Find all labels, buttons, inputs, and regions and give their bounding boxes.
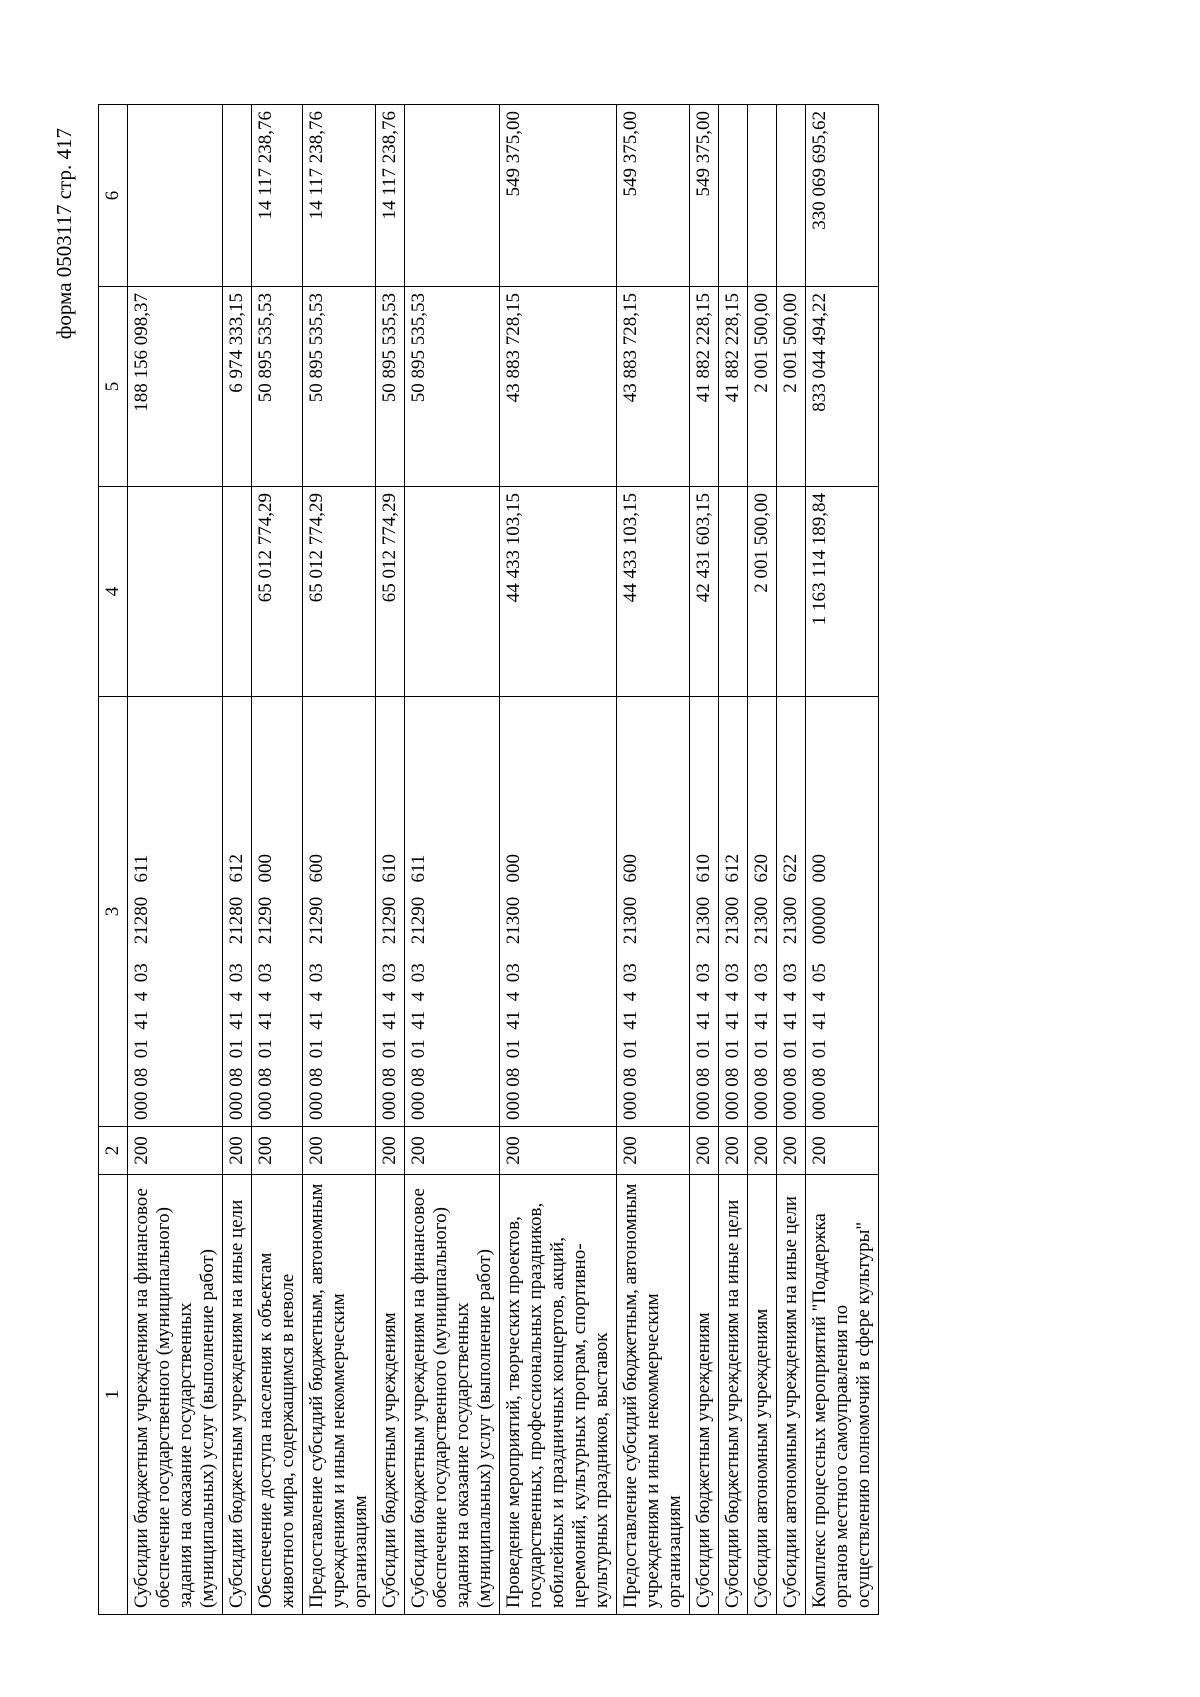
approved-amount	[223, 487, 252, 697]
row-name: Субсидии бюджетным учреждениям на финансовое обеспечение государственного (муниципального) задания на оказание государственных (муниципальных) услуг (выполнение работ)	[128, 1175, 223, 1615]
executed-amount: 41 882 228,15	[719, 287, 748, 487]
approved-amount: 65 012 774,29	[376, 487, 405, 697]
table-row	[690, 105, 719, 1615]
unexecuted-amount: 14 117 238,76	[252, 105, 303, 287]
row-name: Обеспечение доступа населения к объектам животного мира, содержащимся в неволе	[252, 1175, 303, 1615]
approved-amount: 2 001 500,00	[748, 487, 777, 697]
line-code: 200	[719, 1127, 748, 1175]
table-row	[128, 105, 223, 1615]
executed-amount: 6 974 333,15	[223, 287, 252, 487]
line-code: 200	[303, 1127, 376, 1175]
table-row	[806, 105, 879, 1615]
budget-classification-code: 000 08 01 41 4 03 21290 600	[303, 697, 376, 1127]
unexecuted-amount	[719, 105, 748, 287]
line-code: 200	[128, 1127, 223, 1175]
approved-amount: 42 431 603,15	[690, 487, 719, 697]
row-name: Субсидии бюджетным учреждениям на иные цели	[719, 1175, 748, 1615]
table-row	[252, 105, 303, 1615]
budget-classification-code: 000 08 01 41 4 03 21300 622	[777, 697, 806, 1127]
budget-classification-code: 000 08 01 41 4 03 21280 612	[223, 697, 252, 1127]
table-row	[223, 105, 252, 1615]
unexecuted-amount: 14 117 238,76	[303, 105, 376, 287]
budget-classification-code: 000 08 01 41 4 05 00000 000	[806, 697, 879, 1127]
table-row	[500, 105, 617, 1615]
table-row	[617, 105, 690, 1615]
approved-amount: 1 163 114 189,84	[806, 487, 879, 697]
executed-amount: 43 883 728,15	[617, 287, 690, 487]
table-row	[719, 105, 748, 1615]
row-name: Субсидии бюджетным учреждениям на иные цели	[223, 1175, 252, 1615]
approved-amount	[128, 487, 223, 697]
executed-amount: 833 044 494,22	[806, 287, 879, 487]
line-code: 200	[376, 1127, 405, 1175]
budget-classification-code: 000 08 01 41 4 03 21300 612	[719, 697, 748, 1127]
col-header-4: 4	[99, 487, 128, 697]
budget-classification-code: 000 08 01 41 4 03 21300 000	[500, 697, 617, 1127]
unexecuted-amount	[405, 105, 500, 287]
line-code: 200	[690, 1127, 719, 1175]
budget-classification-code: 000 08 01 41 4 03 21300 600	[617, 697, 690, 1127]
executed-amount: 2 001 500,00	[748, 287, 777, 487]
col-header-5: 5	[99, 287, 128, 487]
line-code: 200	[405, 1127, 500, 1175]
approved-amount	[405, 487, 500, 697]
executed-amount: 50 895 535,53	[405, 287, 500, 487]
row-name: Субсидии автономным учреждениям	[748, 1175, 777, 1615]
unexecuted-amount	[748, 105, 777, 287]
line-code: 200	[777, 1127, 806, 1175]
unexecuted-amount	[128, 105, 223, 287]
row-name: Субсидии бюджетным учреждениям	[690, 1175, 719, 1615]
budget-classification-code: 000 08 01 41 4 03 21300 610	[690, 697, 719, 1127]
row-name: Предоставление субсидий бюджетным, автономным учреждениям и иным некоммерческим организациям	[303, 1175, 376, 1615]
approved-amount: 44 433 103,15	[617, 487, 690, 697]
executed-amount: 188 156 098,37	[128, 287, 223, 487]
unexecuted-amount: 330 069 695,62	[806, 105, 879, 287]
approved-amount: 44 433 103,15	[500, 487, 617, 697]
budget-classification-code: 000 08 01 41 4 03 21290 000	[252, 697, 303, 1127]
budget-classification-code: 000 08 01 41 4 03 21280 611	[128, 697, 223, 1127]
header-row	[99, 105, 128, 1615]
unexecuted-amount: 549 375,00	[690, 105, 719, 287]
table-row	[303, 105, 376, 1615]
col-header-3: 3	[99, 697, 128, 1127]
budget-table	[98, 104, 879, 1615]
table-row	[748, 105, 777, 1615]
unexecuted-amount: 549 375,00	[617, 105, 690, 287]
budget-classification-code: 000 08 01 41 4 03 21300 620	[748, 697, 777, 1127]
executed-amount: 50 895 535,53	[252, 287, 303, 487]
executed-amount: 41 882 228,15	[690, 287, 719, 487]
unexecuted-amount	[223, 105, 252, 287]
approved-amount	[777, 487, 806, 697]
line-code: 200	[223, 1127, 252, 1175]
table-row	[376, 105, 405, 1615]
row-name: Субсидии автономным учреждениям на иные цели	[777, 1175, 806, 1615]
line-code: 200	[252, 1127, 303, 1175]
unexecuted-amount: 549 375,00	[500, 105, 617, 287]
row-name: Предоставление субсидий бюджетным, автономным учреждениям и иным некоммерческим организациям	[617, 1175, 690, 1615]
table-row	[777, 105, 806, 1615]
row-name: Субсидии бюджетным учреждениям	[376, 1175, 405, 1615]
executed-amount: 2 001 500,00	[777, 287, 806, 487]
approved-amount	[719, 487, 748, 697]
executed-amount: 50 895 535,53	[303, 287, 376, 487]
line-code: 200	[617, 1127, 690, 1175]
approved-amount: 65 012 774,29	[252, 487, 303, 697]
line-code: 200	[806, 1127, 879, 1175]
table-row	[405, 105, 500, 1615]
approved-amount: 65 012 774,29	[303, 487, 376, 697]
executed-amount: 50 895 535,53	[376, 287, 405, 487]
executed-amount: 43 883 728,15	[500, 287, 617, 487]
row-name: Субсидии бюджетным учреждениям на финансовое обеспечение государственного (муниципального) задания на оказание государственных (муниципальных) услуг (выполнение работ)	[405, 1175, 500, 1615]
budget-classification-code: 000 08 01 41 4 03 21290 611	[405, 697, 500, 1127]
col-header-2: 2	[99, 1127, 128, 1175]
col-header-6: 6	[99, 105, 128, 287]
row-name: Комплекс процессных мероприятий "Поддержка органов местного самоуправления по осуществлению полномочий в сфере культуры"	[806, 1175, 879, 1615]
unexecuted-amount: 14 117 238,76	[376, 105, 405, 287]
budget-classification-code: 000 08 01 41 4 03 21290 610	[376, 697, 405, 1127]
line-code: 200	[748, 1127, 777, 1175]
form-reference: форма 0503117 стр. 417	[52, 128, 76, 340]
unexecuted-amount	[777, 105, 806, 287]
row-name: Проведение мероприятий, творческих проектов, государственных, профессиональных праздников, юбилейных и праздничных концертов, акций, церемоний, культурных програм, спортивно-культурных праздников, выставок	[500, 1175, 617, 1615]
col-header-1: 1	[99, 1175, 128, 1615]
line-code: 200	[500, 1127, 617, 1175]
